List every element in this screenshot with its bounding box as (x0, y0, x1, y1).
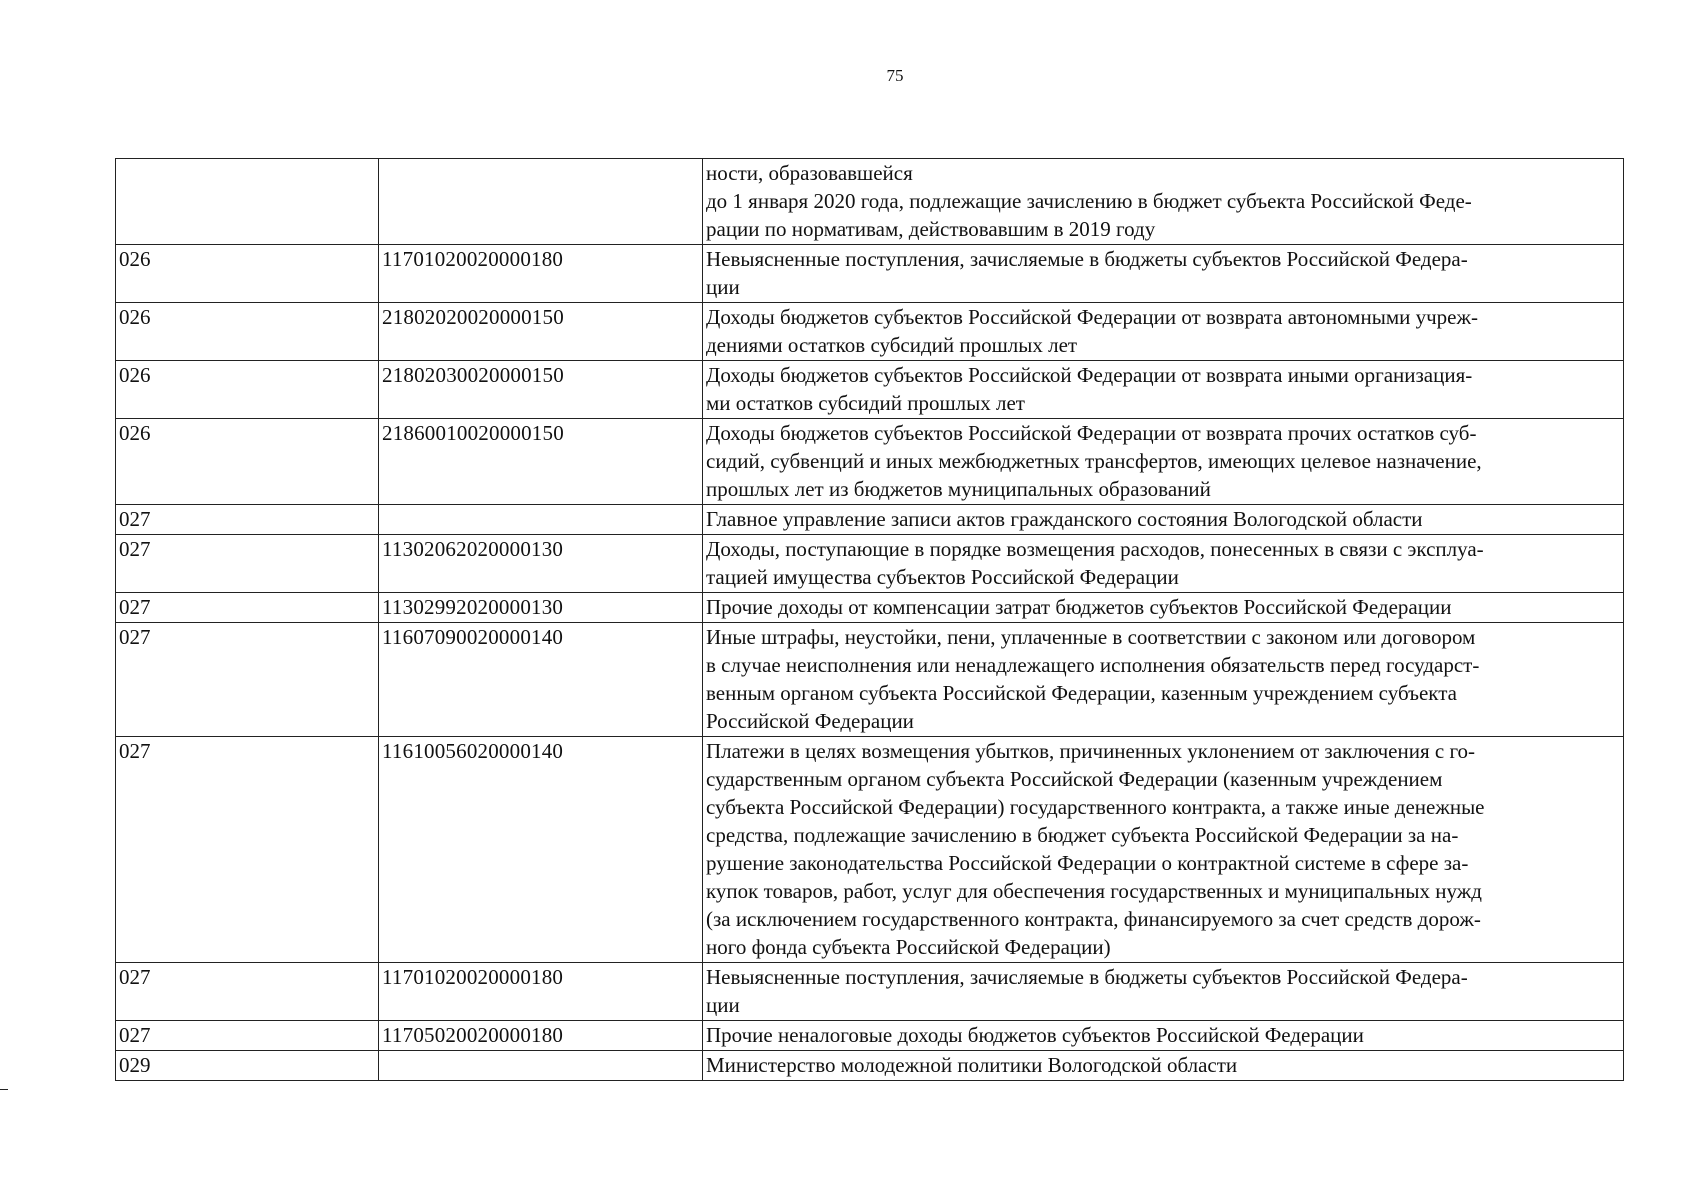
description-line: ного фонда субъекта Российской Федерации) (706, 935, 1111, 959)
table-row (116, 963, 1624, 1021)
description-line: ции (706, 993, 740, 1017)
cell-description (703, 361, 1624, 419)
description-line: прошлых лет из бюджетов муниципальных образований (706, 477, 1211, 501)
cell-revenue-code (379, 1051, 703, 1081)
description-line: субъекта Российской Федерации) государственного контракта, а также иные денежные (706, 795, 1485, 819)
cell-revenue-code: 11607090020000140 (379, 623, 703, 737)
description-line: Главное управление записи актов гражданского состояния Вологодской области (706, 507, 1423, 531)
table-row (116, 1051, 1624, 1081)
cell-description (703, 737, 1624, 963)
cell-admin-code (116, 159, 379, 245)
cell-admin-code: 027 (116, 535, 379, 593)
table-row (116, 505, 1624, 535)
cell-revenue-code: 11302062020000130 (379, 535, 703, 593)
description-line: сидий, субвенций и иных межбюджетных трансфертов, имеющих целевое назначение, (706, 449, 1482, 473)
cell-revenue-code: 21802020020000150 (379, 303, 703, 361)
cell-description (703, 623, 1624, 737)
description-line: рации по нормативам, действовавшим в 2019 году (706, 217, 1156, 241)
cell-description (703, 535, 1624, 593)
revenue-codes-table (115, 158, 1624, 1081)
cell-revenue-code: 11610056020000140 (379, 737, 703, 963)
table-row (116, 419, 1624, 505)
cell-revenue-code: 11701020020000180 (379, 245, 703, 303)
description-line: купок товаров, работ, услуг для обеспечения государственных и муниципальных нужд (706, 879, 1482, 903)
table-row (116, 623, 1624, 737)
cell-revenue-code: 11302992020000130 (379, 593, 703, 623)
cell-description (703, 1021, 1624, 1051)
cell-description (703, 303, 1624, 361)
cell-admin-code: 027 (116, 963, 379, 1021)
cell-description (703, 1051, 1624, 1081)
description-line: сударственным органом субъекта Российской Федерации (казенным учреждением (706, 767, 1443, 791)
cell-admin-code: 027 (116, 593, 379, 623)
cell-revenue-code: 21860010020000150 (379, 419, 703, 505)
table-row (116, 593, 1624, 623)
table-row (116, 1021, 1624, 1051)
margin-mark (0, 1089, 8, 1090)
cell-revenue-code: 11705020020000180 (379, 1021, 703, 1051)
description-line: дениями остатков субсидий прошлых лет (706, 333, 1078, 357)
cell-admin-code: 029 (116, 1051, 379, 1081)
cell-admin-code: 027 (116, 1021, 379, 1051)
cell-revenue-code (379, 505, 703, 535)
page-number: 75 (886, 66, 904, 85)
table-row (116, 361, 1624, 419)
description-line: Прочие неналоговые доходы бюджетов субъектов Российской Федерации (706, 1023, 1364, 1047)
description-line: Иные штрафы, неустойки, пени, уплаченные в соответствии с законом или договором (706, 625, 1476, 649)
cell-admin-code: 027 (116, 505, 379, 535)
cell-revenue-code (379, 159, 703, 245)
description-line: (за исключением государственного контракта, финансируемого за счет средств дорож- (706, 907, 1481, 931)
cell-description (703, 963, 1624, 1021)
description-line: тацией имущества субъектов Российской Федерации (706, 565, 1179, 589)
cell-admin-code: 026 (116, 419, 379, 505)
description-line: Доходы бюджетов субъектов Российской Федерации от возврата автономными учреж- (706, 305, 1478, 329)
cell-admin-code: 027 (116, 623, 379, 737)
table-body (116, 159, 1624, 1081)
cell-admin-code: 027 (116, 737, 379, 963)
description-line: Прочие доходы от компенсации затрат бюджетов субъектов Российской Федерации (706, 595, 1452, 619)
cell-admin-code: 026 (116, 361, 379, 419)
description-line: ми остатков субсидий прошлых лет (706, 391, 1025, 415)
description-line: Министерство молодежной политики Вологодской области (706, 1053, 1238, 1077)
description-line: рушение законодательства Российской Федерации о контрактной системе в сфере за- (706, 851, 1469, 875)
description-line: Доходы бюджетов субъектов Российской Федерации от возврата иными организация- (706, 363, 1473, 387)
description-line: Платежи в целях возмещения убытков, причиненных уклонением от заключения с го- (706, 739, 1476, 763)
table-row (116, 245, 1624, 303)
table-row (116, 535, 1624, 593)
cell-admin-code: 026 (116, 245, 379, 303)
description-line: ности, образовавшейся (706, 161, 913, 185)
cell-description (703, 419, 1624, 505)
description-line: Российской Федерации (706, 709, 914, 733)
table-row (116, 737, 1624, 963)
description-line: Невыясненные поступления, зачисляемые в бюджеты субъектов Российской Федера- (706, 965, 1468, 989)
description-line: Доходы бюджетов субъектов Российской Федерации от возврата прочих остатков суб- (706, 421, 1477, 445)
description-line: в случае неисполнения или ненадлежащего исполнения обязательств перед государст- (706, 653, 1480, 677)
table-row (116, 303, 1624, 361)
description-line: венным органом субъекта Российской Федерации, казенным учреждением субъекта (706, 681, 1457, 705)
cell-revenue-code: 11701020020000180 (379, 963, 703, 1021)
description-line: до 1 января 2020 года, подлежащие зачислению в бюджет субъекта Российской Феде- (706, 189, 1472, 213)
description-line: Доходы, поступающие в порядке возмещения расходов, понесенных в связи с эксплуа- (706, 537, 1484, 561)
cell-description (703, 245, 1624, 303)
description-line: Невыясненные поступления, зачисляемые в бюджеты субъектов Российской Федера- (706, 247, 1468, 271)
description-line: ции (706, 275, 740, 299)
description-line: средства, подлежащие зачислению в бюджет субъекта Российской Федерации за на- (706, 823, 1459, 847)
cell-revenue-code: 21802030020000150 (379, 361, 703, 419)
cell-description (703, 593, 1624, 623)
cell-description (703, 159, 1624, 245)
table-row (116, 159, 1624, 245)
cell-description (703, 505, 1624, 535)
cell-admin-code: 026 (116, 303, 379, 361)
